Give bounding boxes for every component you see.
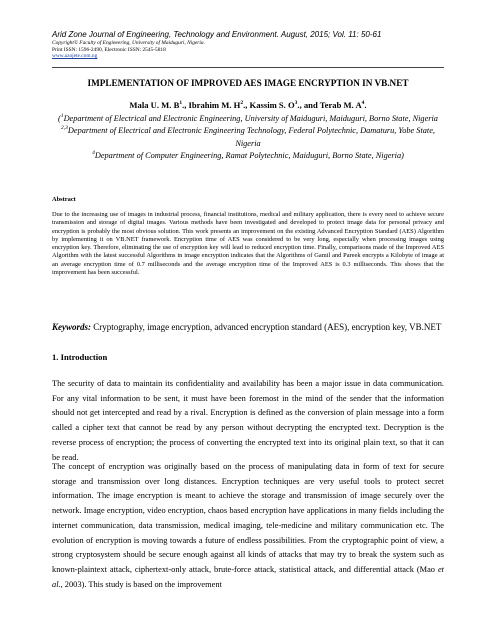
intro-paragraph-2	[52, 460, 444, 592]
affiliation-sup: 2,3	[61, 125, 68, 132]
copyright-line: Copyright© Faculty of Engineering, University of Maiduguri, Nigeria.	[52, 40, 205, 46]
keywords-label: Keywords:	[52, 322, 91, 332]
author-separator: .,	[243, 100, 250, 110]
affiliation-text: Department of Electrical and Electronic Engineering Technology, Federal Polytechnic, Damaturu, Yobe State, Nigeria	[67, 126, 435, 148]
keywords	[52, 322, 444, 334]
affiliation-1: ($^1$Department of Electrical and Electronic Engineering, University of Maiduguri, Maiduguri, Borno State, Nigeria	[58, 113, 438, 123]
author-conjunction: and	[303, 100, 318, 110]
author-separator: .,	[182, 100, 189, 110]
affiliation-sup: 4	[92, 150, 95, 157]
author-name: Mala U. M. B	[129, 100, 180, 110]
affiliation-2	[52, 125, 444, 150]
header-divider	[52, 67, 444, 68]
affiliation-text: Department of Computer Engineering, Ramat Polytechnic, Maiduguri, Borno State, Nigeria)	[94, 151, 404, 161]
issn-line: Print ISSN: 1596-2490, Electronic ISSN: 2545-5818	[52, 46, 166, 53]
journal-website-link[interactable]: www.azojete.com.ng	[52, 53, 98, 60]
abstract-body: Due to the increasing use of images in industrial process, financial institutions, medical and military application, there is every need to achieve secure transmission and storage of digital images. Various methods have been investigated and developed to protect image data for personal privacy and encryption is probably the most obvious solution. This work presents an improvement on the existing Advanced Encryption Standard (AES) Algorithm by implementing it on VB.NET framework. Encryption time of AES was considered to be very long, especially when processing images using encryption key. Therefore, eliminating the use of encryption key will lead to reduced encryption time. Finally, comparisons made of the Improved AES Algorithm with the latest successful Algorithms in image encryption indicates that the Algorithms of Gamil and Pareek encrypts a Kilobyte of image at an average encryption time of 0.7 milliseconds and the average encryption time of the Improved AES is 0.3 milliseconds. This shows that the improvement has been successful.	[52, 211, 444, 276]
author-line: Mala U. M. $B^1$., Ibrahim M. $H^2$., Kassim S. $O^3$., and Terab M. $A^4$.	[129, 100, 367, 110]
author-name: Kassim S. O	[249, 100, 295, 110]
journal-citation: Arid Zone Journal of Engineering, Technology and Environment. August, 2015; Vol. 11: 50-61	[52, 30, 382, 39]
paper-title: IMPLEMENTATION OF IMPROVED AES IMAGE ENCRYPTION IN VB.NET	[87, 78, 409, 88]
affiliation-sup: 1	[60, 113, 64, 120]
journal-header	[52, 30, 452, 60]
section-heading-introduction: 1. Introduction	[52, 352, 108, 362]
affiliation-text: Department of Electrical and Electronic Engineering, University of Maiduguri, Maiduguri, Borno State, Nigeria	[63, 114, 438, 123]
author-name: Ibrahim M. H	[188, 100, 241, 110]
author-sup: 3	[294, 100, 298, 107]
intro-paragraph-1: The security of data to maintain its confidentiality and availability has been a major issue in data communication. For any vital information to be sent, it must have been foremost in the mind of the sender that the information should not get intercepted and read by a rival. Encryption is defined as the conversion of plain message into a form called a cipher text that cannot be read by any person without decrypting the encrypted text. Decryption is the reverse process of encryption; the process of converting the encrypted text into its original plain text, so that it can be read.	[52, 379, 444, 462]
author-separator: .,	[297, 100, 304, 110]
affiliation-3	[52, 150, 444, 162]
paragraph-text: , 2003). This study is based on the improvement	[60, 579, 222, 589]
author-sup: 1	[179, 100, 183, 107]
author-sup: 4	[361, 100, 365, 107]
keywords-text: Cryptography, image encryption, advanced encryption standard (AES), encryption key, VB.NET	[91, 322, 442, 332]
paragraph-text: The concept of encryption was originally based on the process of manipulating data in form of text for secure storage and transmission over long distances. Encryption techniques are very useful tools to protect secret information. The image encryption is meant to achieve the storage and transmission of image securely over the network. Image encryption, video encryption, chaos based encryption have applications in many fields including the internet communication, data transmission, medical imaging, tele-medicine and military communication etc. The evolution of encryption is moving towards a future of endless possibilities. From the cryptographic point of view, a strong cryptosystem should be secure enough against all kinds of attacks that may try to break the system such as known-plaintext attack, ciphertext-only attack, brute-force attack, statistical attack, and differential attack (Mao	[52, 462, 444, 574]
abstract-heading: Abstract	[52, 196, 76, 203]
citation-etal: et al.	[52, 564, 444, 589]
author-name: Terab M. A	[319, 100, 362, 110]
affiliations	[52, 113, 444, 163]
author-sup: 2	[240, 100, 244, 107]
